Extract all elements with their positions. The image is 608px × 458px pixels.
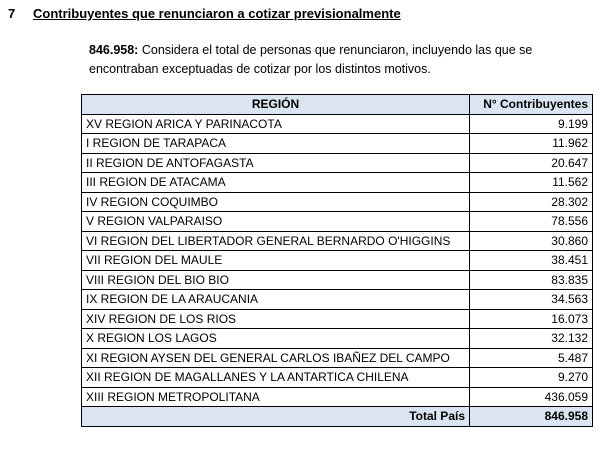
count-cell: 16.073 — [470, 309, 593, 329]
region-cell: IV REGION COQUIMBO — [82, 192, 470, 212]
total-value: 846.958 — [470, 407, 593, 427]
table-row — [82, 173, 593, 193]
note-label: 846.958: — [89, 43, 139, 57]
section-heading — [8, 6, 401, 21]
total-label: Total País — [82, 407, 470, 427]
region-cell: III REGION DE ATACAMA — [82, 173, 470, 193]
table-row — [82, 114, 593, 134]
region-cell: X REGION LOS LAGOS — [82, 329, 470, 349]
table-row — [82, 192, 593, 212]
count-cell: 78.556 — [470, 212, 593, 232]
section-number: 7 — [8, 6, 16, 21]
contributors-table — [81, 94, 593, 427]
count-cell: 11.962 — [470, 134, 593, 154]
section-title: Contribuyentes que renunciaron a cotizar previsionalmente — [33, 6, 401, 21]
count-cell: 38.451 — [470, 251, 593, 271]
table-row — [82, 290, 593, 310]
region-cell: VI REGION DEL LIBERTADOR GENERAL BERNARDO O'HIGGINS — [82, 231, 470, 251]
region-cell: XII REGION DE MAGALLANES Y LA ANTARTICA CHILENA — [82, 368, 470, 388]
table-row — [82, 309, 593, 329]
count-cell: 34.563 — [470, 290, 593, 310]
table-row — [82, 251, 593, 271]
header-region: REGIÓN — [82, 95, 470, 115]
count-cell: 20.647 — [470, 153, 593, 173]
note-paragraph — [89, 41, 589, 79]
region-cell: IX REGION DE LA ARAUCANIA — [82, 290, 470, 310]
header-count: N° Contribuyentes — [470, 95, 593, 115]
table-header-row — [82, 95, 593, 115]
count-cell: 30.860 — [470, 231, 593, 251]
count-cell: 83.835 — [470, 270, 593, 290]
table-row — [82, 387, 593, 407]
count-cell: 28.302 — [470, 192, 593, 212]
count-cell: 5.487 — [470, 348, 593, 368]
table-row — [82, 368, 593, 388]
region-cell: XV REGION ARICA Y PARINACOTA — [82, 114, 470, 134]
table-row — [82, 231, 593, 251]
total-row — [82, 407, 593, 427]
region-cell: II REGION DE ANTOFAGASTA — [82, 153, 470, 173]
table-row — [82, 153, 593, 173]
table-row — [82, 329, 593, 349]
note-text: Considera el total de personas que renunciaron, incluyendo las que se encontraban exceptuadas de cotizar por los distintos motivos. — [89, 43, 533, 76]
table-row — [82, 134, 593, 154]
region-cell: V REGION VALPARAISO — [82, 212, 470, 232]
count-cell: 9.199 — [470, 114, 593, 134]
table-row — [82, 212, 593, 232]
region-cell: I REGION DE TARAPACA — [82, 134, 470, 154]
count-cell: 9.270 — [470, 368, 593, 388]
region-cell: VII REGION DEL MAULE — [82, 251, 470, 271]
count-cell: 32.132 — [470, 329, 593, 349]
table-row — [82, 348, 593, 368]
count-cell: 436.059 — [470, 387, 593, 407]
table-row — [82, 270, 593, 290]
region-cell: VIII REGION DEL BIO BIO — [82, 270, 470, 290]
region-cell: XIV REGION DE LOS RIOS — [82, 309, 470, 329]
count-cell: 11.562 — [470, 173, 593, 193]
region-cell: XI REGION AYSEN DEL GENERAL CARLOS IBAÑEZ DEL CAMPO — [82, 348, 470, 368]
region-cell: XIII REGION METROPOLITANA — [82, 387, 470, 407]
